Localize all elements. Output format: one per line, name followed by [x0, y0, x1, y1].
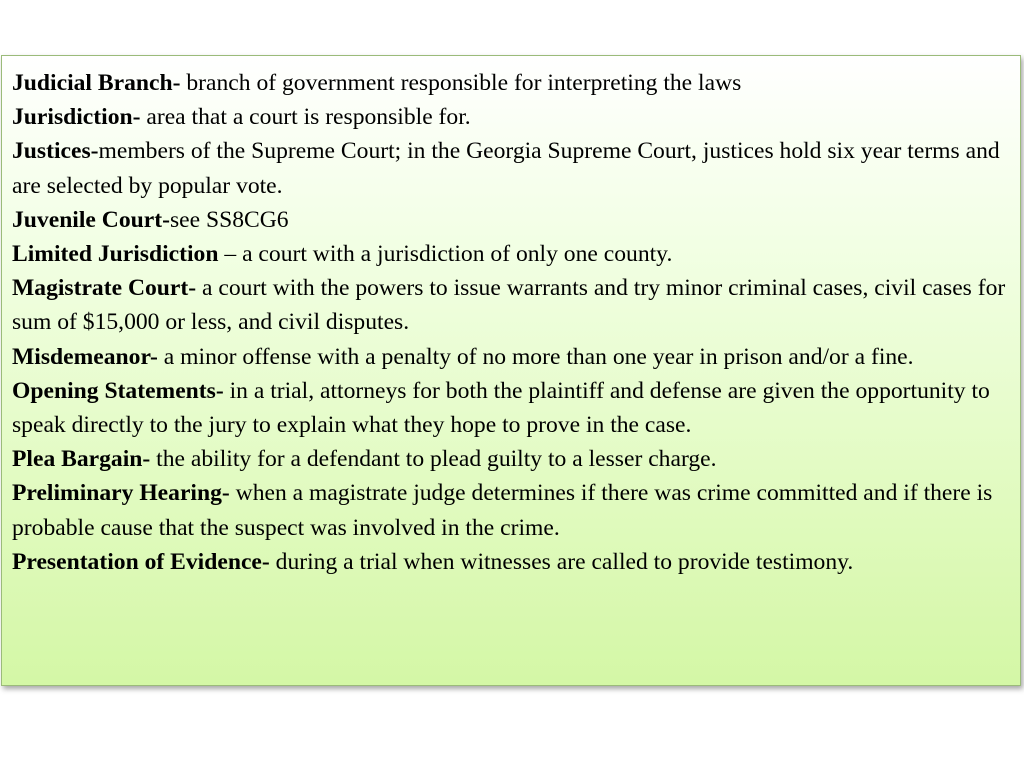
glossary-term: Preliminary Hearing-: [12, 480, 230, 507]
glossary-term: Misdemeanor-: [12, 343, 158, 370]
glossary-definition: – a court with a jurisdiction of only one county.: [218, 241, 673, 268]
glossary-entry-limited-jurisdiction: [12, 237, 1012, 271]
glossary-entry-juvenile-court: [12, 203, 1012, 237]
glossary-entry-magistrate-court: [12, 271, 1012, 339]
glossary-definition: a minor offense with a penalty of no more than one year in prison and/or a fine.: [157, 343, 914, 370]
glossary-entry-plea-bargain: [12, 442, 1012, 476]
glossary-definition: during a trial when witnesses are called to provide testimony.: [269, 548, 854, 575]
glossary-entry-justices: [12, 134, 1012, 202]
glossary-term: Opening Statements-: [12, 377, 224, 404]
glossary-entry-misdemeanor: [12, 340, 1012, 374]
glossary-text-box: [1, 55, 1021, 686]
glossary-term: Magistrate Court-: [12, 275, 197, 302]
glossary-definition: see SS8CG6: [169, 206, 289, 233]
glossary-definition: when a magistrate judge determines if there was crime committed and if there is probable cause that the suspect was involved in the crime.: [12, 480, 993, 541]
glossary-entry-presentation-of-evidence: [12, 545, 1012, 579]
glossary-term: Plea Bargain-: [12, 446, 151, 473]
glossary-definition: the ability for a defendant to plead guilty to a lesser charge.: [150, 446, 717, 473]
glossary-definition: a court with the powers to issue warrants and try minor criminal cases, civil cases for sum of $15,000 or less, and civil disputes.: [12, 275, 1006, 336]
glossary-definition: area that a court is responsible for.: [140, 104, 471, 131]
glossary-definition: in a trial, attorneys for both the plaintiff and defense are given the opportunity to speak directly to the jury to explain what they hope to prove in the case.: [12, 377, 990, 439]
glossary-term: Limited Jurisdiction: [12, 241, 219, 268]
glossary-term: Jurisdiction-: [12, 104, 141, 131]
glossary-term: Judicial Branch-: [12, 70, 181, 96]
glossary-definition: branch of government responsible for interpreting the laws: [180, 70, 742, 96]
glossary-definition: members of the Supreme Court; in the Georgia Supreme Court, justices hold six year terms and are selected by popular vote.: [12, 138, 1000, 199]
glossary-entry-opening-statements: [12, 374, 1012, 442]
glossary-entry-preliminary-hearing: [12, 476, 1012, 544]
glossary-entry-jurisdiction: [12, 100, 1012, 134]
glossary-entry-judicial-branch: [12, 66, 1012, 100]
glossary-term: Juvenile Court-: [12, 206, 170, 233]
glossary-term: Justices-: [12, 138, 99, 165]
glossary-term: Presentation of Evidence-: [12, 548, 270, 575]
